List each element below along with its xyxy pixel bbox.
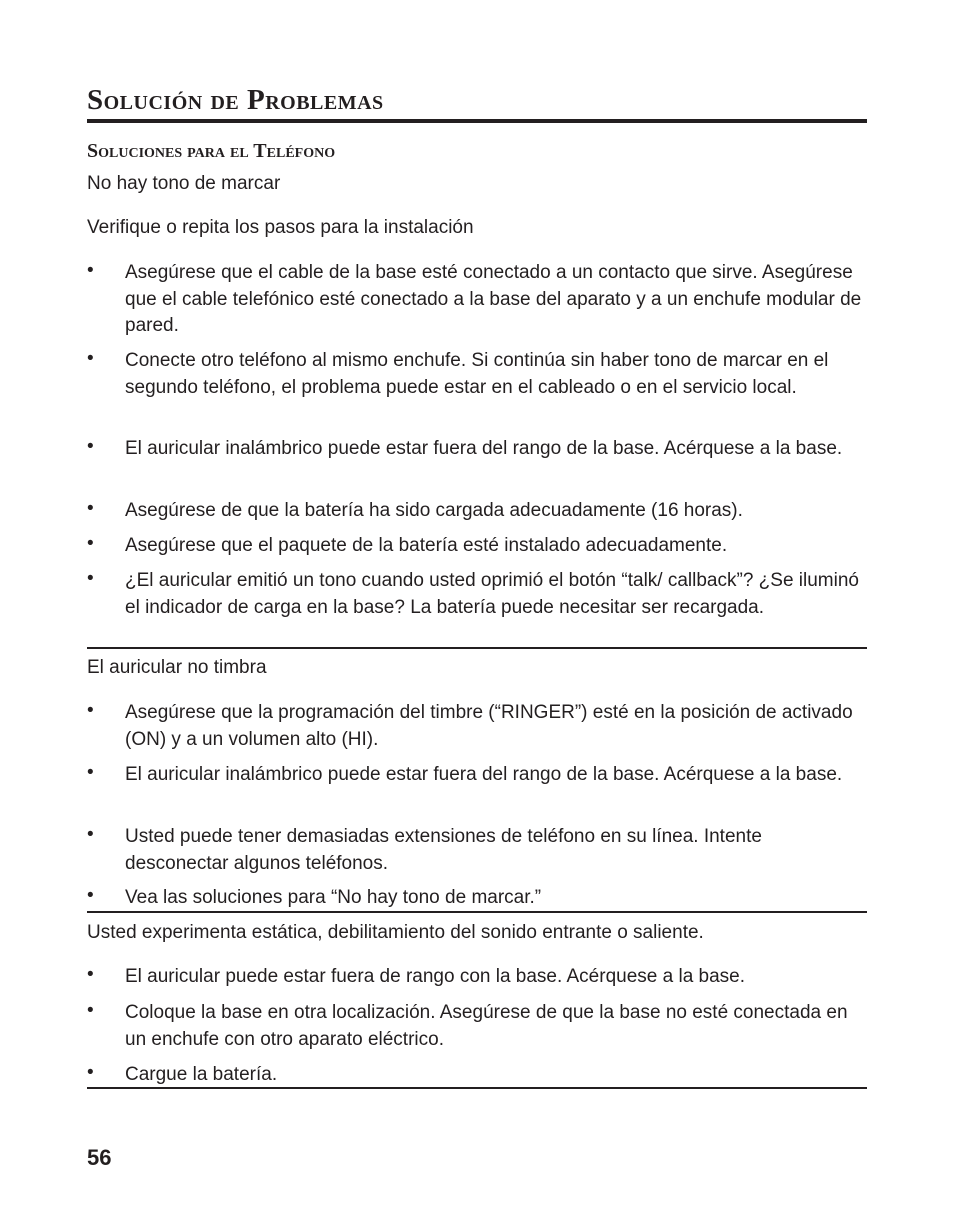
section-divider bbox=[87, 1087, 867, 1089]
bullet-icon: • bbox=[87, 964, 94, 985]
bullet-icon: • bbox=[87, 700, 94, 721]
problem-intro: Verifique o repita los pasos para la instalación bbox=[87, 217, 474, 238]
page-title: Solución de Problemas bbox=[87, 84, 384, 116]
solution-text: El auricular inalámbrico puede estar fuera del rango de la base. Acérquese a la base. bbox=[125, 438, 843, 459]
section-divider bbox=[87, 647, 867, 649]
bullet-icon: • bbox=[87, 533, 94, 554]
bullet-icon: • bbox=[87, 1000, 94, 1021]
bullet-icon: • bbox=[87, 260, 94, 281]
bullet-icon: • bbox=[87, 824, 94, 845]
bullet-icon: • bbox=[87, 436, 94, 457]
bullet-icon: • bbox=[87, 348, 94, 369]
title-rule bbox=[87, 119, 867, 123]
section-subtitle: Soluciones para el Teléfono bbox=[87, 140, 336, 162]
bullet-icon: • bbox=[87, 885, 94, 906]
problem-heading-no-dial-tone: No hay tono de marcar bbox=[87, 173, 281, 194]
solution-text: Usted puede tener demasiadas extensiones de teléfono en su línea. Intente desconectar algunos teléfonos. bbox=[125, 826, 762, 874]
solution-text: Asegúrese que el cable de la base esté conectado a un contacto que sirve. Asegúrese que el cable telefónico esté conectado a la base del aparato y a un enchufe modular de pared. bbox=[125, 262, 862, 336]
bullet-icon: • bbox=[87, 1062, 94, 1083]
solution-text: Asegúrese de que la batería ha sido cargada adecuadamente (16 horas). bbox=[125, 500, 743, 521]
problem-heading-static: Usted experimenta estática, debilitamiento del sonido entrante o saliente. bbox=[87, 922, 704, 943]
bullet-icon: • bbox=[87, 498, 94, 519]
solution-text: El auricular puede estar fuera de rango con la base. Acérquese a la base. bbox=[125, 966, 746, 987]
solution-text: Coloque la base en otra localización. Asegúrese de que la base no esté conectada en un enchufe con otro aparato eléctrico. bbox=[125, 1002, 848, 1050]
solution-text: Vea las soluciones para “No hay tono de marcar.” bbox=[125, 887, 542, 908]
solution-text: ¿El auricular emitió un tono cuando usted oprimió el botón “talk/ callback”? ¿Se iluminó el indicador de carga en la base? La batería puede necesitar ser recargada. bbox=[125, 570, 859, 618]
bullet-icon: • bbox=[87, 762, 94, 783]
solution-text: Cargue la batería. bbox=[125, 1064, 278, 1085]
section-divider bbox=[87, 911, 867, 913]
problem-heading-no-ring: El auricular no timbra bbox=[87, 657, 267, 678]
solution-text: El auricular inalámbrico puede estar fuera del rango de la base. Acérquese a la base. bbox=[125, 764, 843, 785]
solution-text: Asegúrese que la programación del timbre (“RINGER”) esté en la posición de activado (ON) y a un volumen alto (HI). bbox=[125, 702, 853, 750]
solution-text: Conecte otro teléfono al mismo enchufe. Si continúa sin haber tono de marcar en el segundo teléfono, el problema puede estar en el cableado o en el servicio local. bbox=[125, 350, 829, 398]
solution-text: Asegúrese que el paquete de la batería esté instalado adecuadamente. bbox=[125, 535, 728, 556]
bullet-icon: • bbox=[87, 568, 94, 589]
page-number: 56 bbox=[87, 1145, 112, 1170]
